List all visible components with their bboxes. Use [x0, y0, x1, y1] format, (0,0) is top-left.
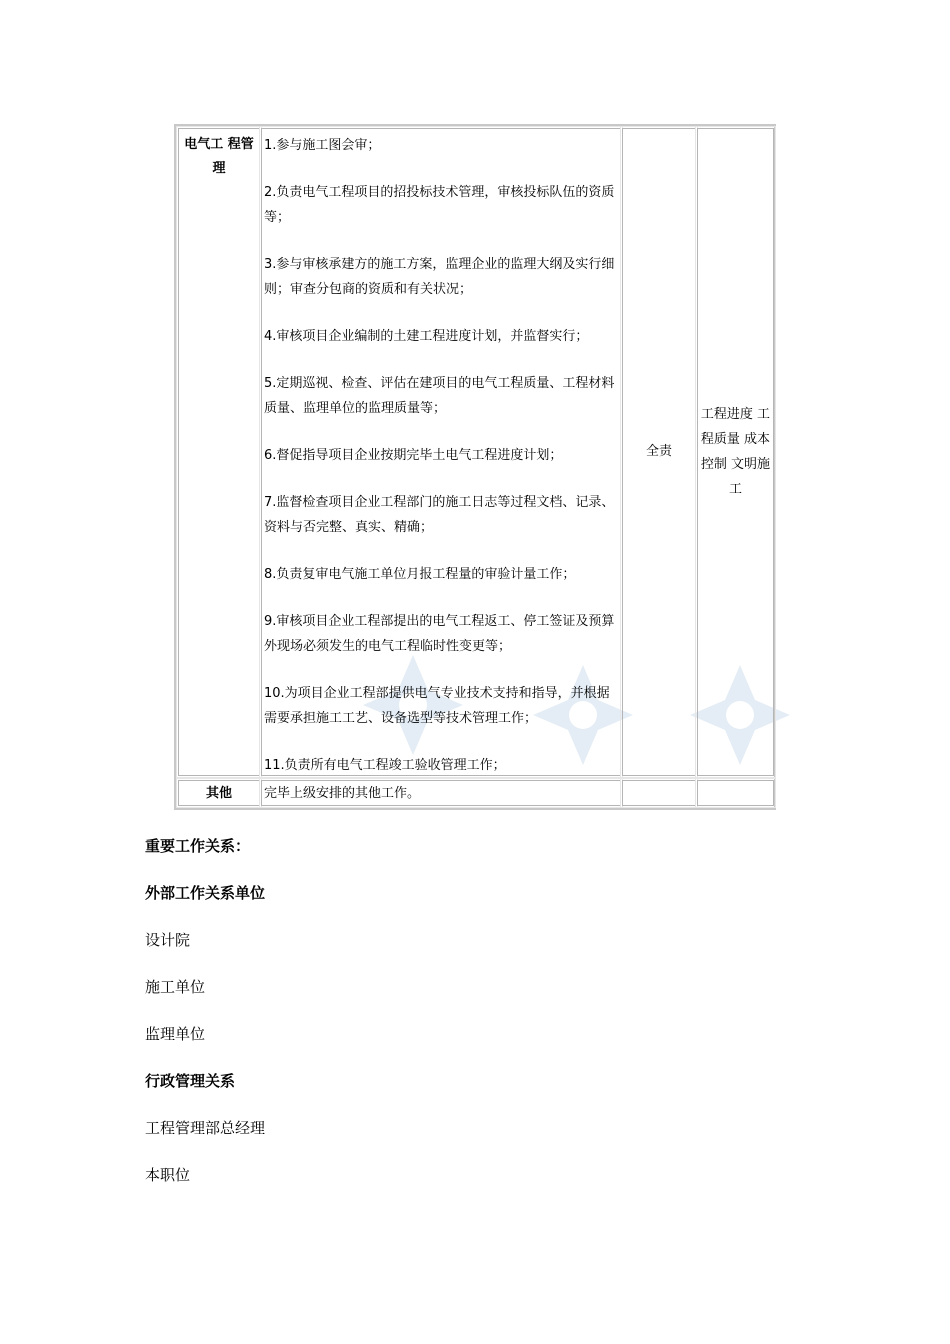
- responsibility-table: [174, 124, 776, 810]
- admin-item: 工程管理部总经理: [145, 1119, 266, 1137]
- external-item: 设计院: [145, 931, 191, 949]
- external-item: 施工单位: [145, 978, 206, 996]
- duty-item: 2.负责电气工程项目的招投标技术管理，审核投标队伍的资质等；: [264, 185, 615, 225]
- duty-item: 5.定期巡视、检查、评估在建项目的电气工程质量、工程材料质量、监理单位的监理质量等；: [264, 376, 615, 416]
- responsibility-cell: [622, 128, 696, 776]
- duty-item: 4.审核项目企业编制的土建工程进度计划，并监督实行；: [264, 329, 589, 344]
- admin-relations-heading: 行政管理关系: [145, 1072, 236, 1090]
- kpi-cell: [697, 128, 774, 776]
- responsibility-label: 全责: [645, 444, 672, 459]
- external-relations-heading: 外部工作关系单位: [145, 884, 266, 902]
- external-item: 监理单位: [145, 1025, 206, 1043]
- key-relations-heading: 重要工作关系：: [145, 837, 251, 855]
- duty-item: 9.审核项目企业工程部提出的电气工程返工、停工签证及预算外现场必须发生的电气工程临时性变更等；: [264, 614, 615, 654]
- duty-item: 10.为项目企业工程部提供电气专业技术支持和指导，并根据需要承担施工工艺、设备选型等技术管理工作；: [264, 686, 610, 726]
- duty-item: 11.负责所有电气工程竣工验收管理工作；: [264, 758, 506, 773]
- department-cell: [178, 128, 260, 776]
- duty-item: 7.监督检查项目企业工程部门的施工日志等过程文档、记录、资料与否完整、真实、精确；: [264, 495, 615, 535]
- kpi-cell-other: [697, 780, 774, 806]
- department-cell-other: [178, 780, 260, 806]
- department-label: 其他: [205, 786, 232, 801]
- kpi-label: 工程进度 工程质量 成本控制 文明施工: [700, 407, 771, 497]
- duties-cell: [261, 128, 621, 776]
- duty-item: 1.参与施工图会审；: [264, 138, 381, 153]
- duties-cell-other: [261, 780, 621, 806]
- duty-item: 8.负责复审电气施工单位月报工程量的审验计量工作；: [264, 567, 576, 582]
- admin-item: 本职位: [145, 1166, 191, 1184]
- department-label: 电气工 程管理: [184, 137, 254, 176]
- responsibility-cell-other: [622, 780, 696, 806]
- duty-item: 完毕上级安排的其他工作。: [264, 786, 421, 801]
- duty-item: 3.参与审核承建方的施工方案，监理企业的监理大纲及实行细则；审查分包商的资质和有关状况；: [264, 257, 615, 297]
- duty-item: 6.督促指导项目企业按期完毕土电气工程进度计划；: [264, 448, 563, 463]
